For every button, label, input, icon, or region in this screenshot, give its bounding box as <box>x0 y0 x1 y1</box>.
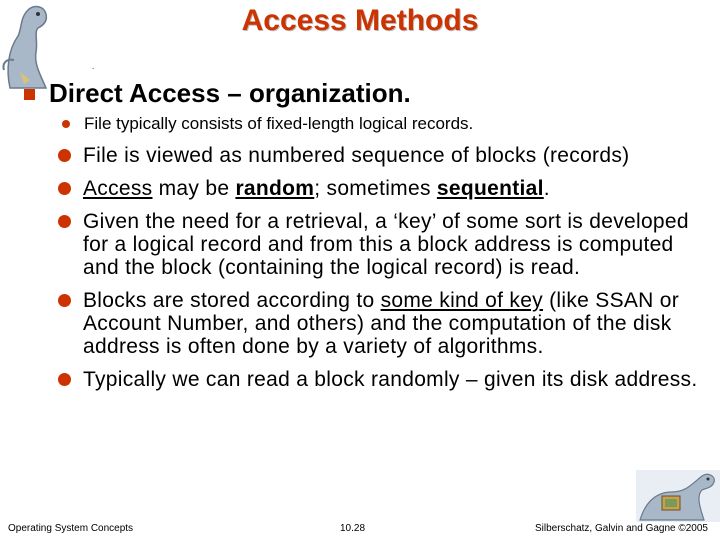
list-item-text: File is viewed as numbered sequence of blocks (records) <box>83 144 630 167</box>
square-bullet-icon <box>24 89 35 100</box>
slide-title: Access Methods <box>241 4 479 37</box>
some-kind-of-key: some kind of key <box>380 289 543 312</box>
list-item <box>62 289 707 358</box>
list-item <box>62 210 707 279</box>
main-heading: Direct Access – organization. <box>49 78 411 108</box>
list-item <box>62 144 707 167</box>
list-item <box>62 177 707 200</box>
list-item-text: Given the need for a retrieval, a ‘key’ of some sort is developed for a logical record and from this a block address is computed and the block (containing the logical record) is read. <box>83 210 689 279</box>
bullet-icon <box>62 120 70 128</box>
list-item-text: Typically we can read a block randomly – given its disk address. <box>83 368 698 391</box>
decorative-dot: . <box>92 62 95 71</box>
footer-copyright: Silberschatz, Galvin and Gagne ©2005 <box>534 523 708 534</box>
list-item <box>62 368 707 391</box>
list-item <box>62 114 707 134</box>
bullet-icon <box>58 182 71 195</box>
footer-page-number: 10.28 <box>340 523 366 534</box>
bullet-icon <box>58 373 71 386</box>
list-item-text: Blocks are stored according to some kind of key (like SSAN or Account Number, and others) and the computation of the disk address is often done by a variety of algorithms. <box>83 289 680 358</box>
footer-course: Operating System Concepts <box>8 523 134 534</box>
sequential-word: sequential <box>436 177 544 200</box>
access-word: Access <box>83 177 153 200</box>
main-bullet <box>24 78 411 109</box>
list-item-text: Access may be random; sometimes sequential. <box>83 177 550 200</box>
bullet-list <box>62 114 707 401</box>
bullet-icon <box>58 149 71 162</box>
list-item-text: File typically consists of fixed-length logical records. <box>84 114 474 133</box>
dinosaur-computer-icon <box>636 470 720 522</box>
bullet-icon <box>58 215 71 228</box>
bullet-icon <box>58 294 71 307</box>
random-word: random <box>235 177 315 200</box>
